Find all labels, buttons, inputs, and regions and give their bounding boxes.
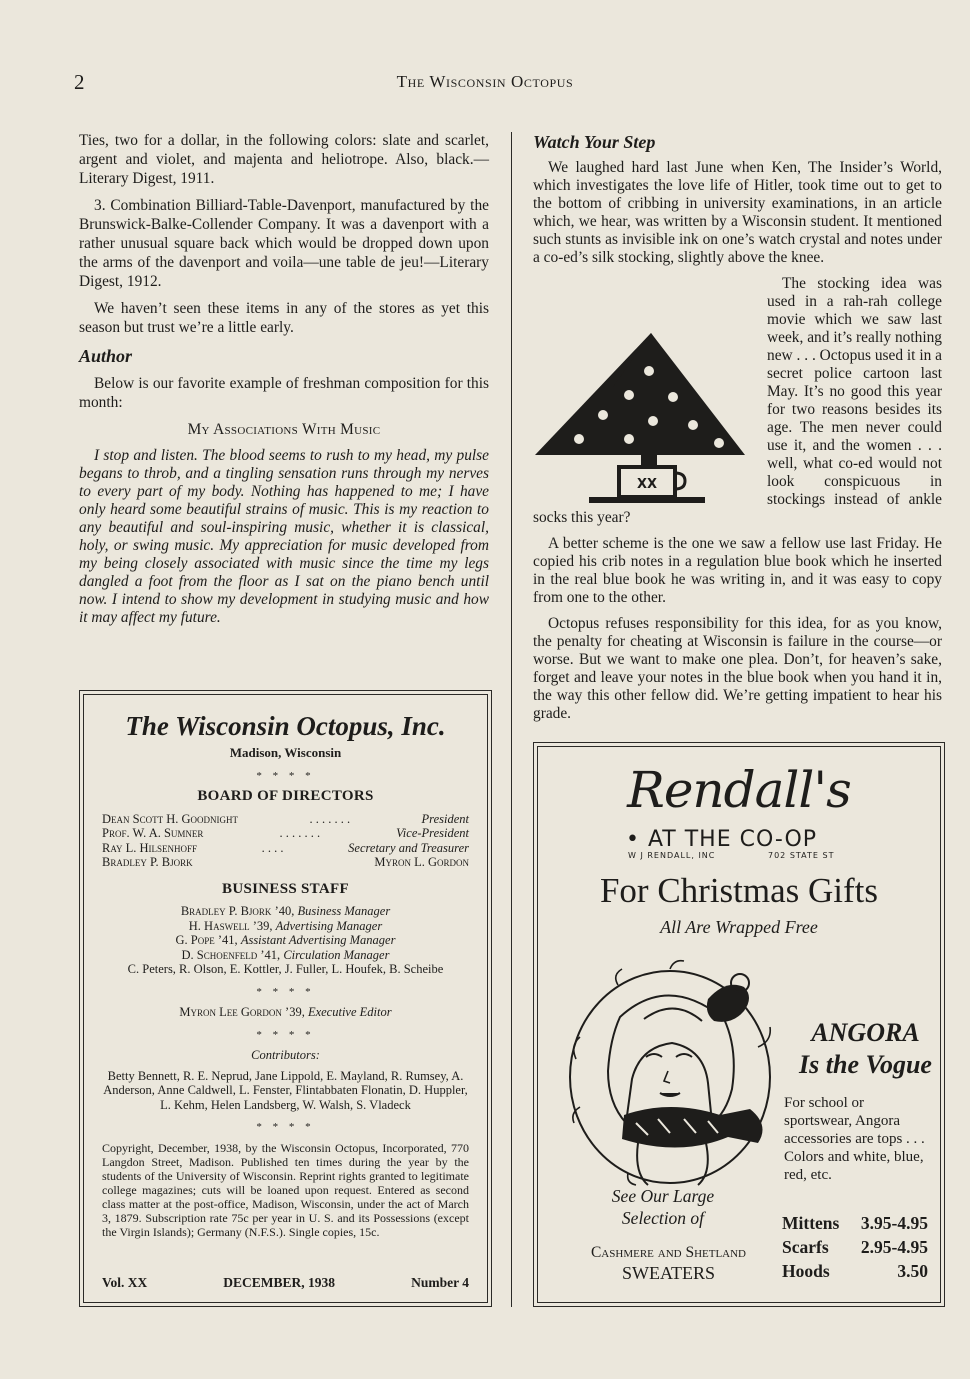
ad-cashmere-block bbox=[566, 1242, 771, 1284]
paragraph-ken: We laughed hard last June when Ken, The Insider’s World, which investigates the love life of Hitler, took time out to get to the bottom of cribbing in university examinations, in an article which, we hear, was written by a Wisconsin student. It mentioned such stunts as invisible ink on one’s watch crystal and notes under a co-ed’s silk stocking, slightly above the knee. bbox=[533, 159, 942, 266]
divider-stars: * * * * bbox=[256, 1028, 315, 1041]
ad-see-selection: See Our Large Selection of bbox=[611, 1186, 715, 1228]
contributors-list: Betty Bennett, R. E. Neprud, Jane Lippold, E. Mayland, R. Rumsey, A. Anderson, Anne Caldwell, L. Fenster, Flintabbaten Flonatin, D. Huppler, L. Kehm, Helen Landsberg, W. Walsh, S. Vladeck bbox=[103, 1068, 468, 1112]
running-head: The Wisconsin Octopus bbox=[396, 72, 574, 91]
ad-illustration bbox=[558, 947, 790, 1187]
masthead-title: The Wisconsin Octopus, Inc. bbox=[125, 711, 446, 741]
christmas-tree-icon bbox=[533, 327, 761, 505]
director-row bbox=[102, 855, 469, 870]
volume: Vol. XX bbox=[102, 1274, 148, 1290]
staff-role: Circulation Manager bbox=[283, 947, 390, 962]
divider-stars: * * * * bbox=[256, 985, 315, 998]
director-row bbox=[102, 826, 469, 841]
tree-pot-label: XX bbox=[636, 477, 658, 492]
paragraph-ties: Ties, two for a dollar, in the following colors: slate and scarlet, argent and violet, and majenta and heliotrope. Also, black.—Literary Digest, 1911. bbox=[79, 132, 489, 187]
price-item: Hoods bbox=[782, 1261, 830, 1281]
editor-name: Myron Lee Gordon bbox=[179, 1005, 282, 1019]
composition-body: I stop and listen. The blood seems to rush to my head, my pulse begans to throb, and a tingling sensation runs through my nerves to every part of my body. Nothing has happened to me; I have only heard some beautiful strains of music. This is my reaction to any beautiful and soul-inspiring music, whether it is classical, holy, or swing music. My appreciation for music developed from my being closely associated with music since the time my legs dangled a foot from the floor as I sat on the piano bench until now. I intend to show my development in studying music and how it may affect my future. bbox=[79, 447, 489, 626]
masthead-location: Madison, Wisconsin bbox=[229, 745, 342, 760]
ad-angora-title: ANGORA bbox=[811, 1018, 920, 1047]
price-value: 2.95-4.95 bbox=[860, 1237, 928, 1257]
editor-role: Executive Editor bbox=[307, 1005, 392, 1019]
price-row bbox=[782, 1261, 928, 1282]
price-item: Mittens bbox=[782, 1213, 840, 1233]
divider-stars: * * * * bbox=[256, 769, 315, 782]
editor-line bbox=[102, 1005, 469, 1020]
divider-stars: * * * * bbox=[256, 1121, 315, 1133]
composition-title: My Associations With Music bbox=[187, 421, 381, 438]
board-heading: BOARD OF DIRECTORS bbox=[197, 788, 374, 804]
ad-cashmere-line: Cashmere and Shetland bbox=[590, 1244, 747, 1261]
author-intro: Below is our favorite example of freshman composition for this month: bbox=[79, 375, 489, 411]
issue-number: Number 4 bbox=[411, 1274, 469, 1290]
page-number: 2 bbox=[74, 70, 85, 94]
staff-line bbox=[102, 948, 469, 963]
ad-vogue-title: Is the Vogue bbox=[799, 1050, 932, 1079]
director-name: Prof. W. A. Sumner bbox=[102, 826, 204, 840]
editor-year: ’39, bbox=[281, 1005, 308, 1019]
paragraph-responsibility: Octopus refuses responsibility for this idea, for as you know, the penalty for cheating at Wisconsin is failure in the course—or worse. But we want to make one plea. Don’t, for heaven’s sake, forget and leave your notes in the blue book when you hand it in, the way this other fellow did. We’re getting impatient to hear his grade. bbox=[533, 615, 942, 722]
rendalls-ad bbox=[533, 742, 945, 1307]
staff-name: G. Pope bbox=[175, 933, 215, 947]
price-row bbox=[782, 1213, 928, 1234]
ad-brand-logo: Rendall's bbox=[627, 761, 851, 819]
ad-address: 702 STATE ST bbox=[768, 851, 835, 860]
paragraph-stocking: The stocking idea was used in a rah-rah college movie which we saw last week, and it’s really nothing new . . . Octopus used it in a secret police cartoon last May. It’s no good this year for two reasons besides its age. The men never could use it, and the women . . . well, what co-ed would not look conspicuous in stockings instead of ankle socks this year? bbox=[533, 275, 942, 526]
paragraph-billiard: 3. Combination Billiard-Table-Davenport, manufactured by the Brunswick-Balke-Collender Company. It was a davenport with a rather unusual square back which would be dropped down upon the arms of the davenport and voila—une table de jeu!—Literary Digest, 1912. bbox=[79, 197, 489, 290]
staff-name: D. Schoenfeld bbox=[181, 947, 258, 962]
price-value: 3.50 bbox=[897, 1261, 928, 1281]
ad-company-name: W J RENDALL, INC bbox=[628, 851, 716, 860]
contributors-heading: Contributors: bbox=[251, 1048, 320, 1062]
staff-name: H. Haswell bbox=[188, 918, 250, 933]
issue-date: DECEMBER, 1938 bbox=[223, 1274, 336, 1290]
column-divider bbox=[511, 132, 512, 1307]
staff-list bbox=[102, 904, 469, 977]
staff-year: ’40, bbox=[271, 904, 298, 918]
ad-sweaters-line: SWEATERS bbox=[621, 1263, 715, 1283]
price-value: 3.95-4.95 bbox=[860, 1213, 928, 1233]
right-column bbox=[533, 131, 942, 731]
paragraph-stores: We haven’t seen these items in any of the stores as yet this season but trust we’re a little early. bbox=[79, 300, 489, 336]
director-dots: . . . . . . . bbox=[309, 811, 351, 826]
ad-inner bbox=[537, 746, 941, 1303]
staff-role: Advertising Manager bbox=[275, 918, 383, 933]
ad-subhead: All Are Wrapped Free bbox=[660, 917, 818, 937]
director-dots: . . . . bbox=[261, 840, 284, 855]
author-heading: Author bbox=[79, 346, 133, 366]
staff-name: Bradley P. Bjork bbox=[180, 904, 272, 918]
director-role: President bbox=[421, 811, 469, 826]
price-item: Scarfs bbox=[782, 1237, 829, 1257]
staff-line bbox=[102, 933, 469, 948]
director-role: Vice-President bbox=[396, 826, 469, 840]
business-staff-heading: BUSINESS STAFF bbox=[222, 880, 349, 897]
director-row bbox=[102, 812, 469, 827]
christmas-tree-illustration bbox=[533, 327, 761, 505]
paragraph-better-scheme: A better scheme is the one we saw a fellow use last Friday. He copied his crib notes in a regulation blue book which he inserted in the real blue book he was writing in, and it was easy to copy from one to the other. bbox=[533, 535, 942, 606]
staff-year: ’39, bbox=[249, 918, 276, 933]
woman-in-hood-icon bbox=[558, 947, 790, 1187]
ad-coop-line: • AT THE CO-OP bbox=[626, 827, 818, 852]
staff-line bbox=[102, 904, 469, 919]
director-name: Bradley P. Bjork bbox=[102, 855, 193, 869]
director-dots: . . . . . . . bbox=[279, 826, 321, 840]
ad-headline: For Christmas Gifts bbox=[599, 871, 879, 910]
ad-description: For school or sportswear, Angora accessories are tops . . . Colors and white, blue, red, etc. bbox=[784, 1095, 925, 1183]
staff-year: ’41, bbox=[214, 933, 241, 947]
director-row bbox=[102, 841, 469, 856]
directors-list bbox=[102, 812, 469, 870]
left-column bbox=[79, 131, 489, 635]
copyright-notice: Copyright, December, 1938, by the Wisconsin Octopus, Incorporated, 770 Langdon Street, Madison. Published ten times during the year by the students of the University of Wisconsin. Reprint rights granted to legitimate college magazines; cuts will be loaned upon request. Entered as second class matter at the post-office, Madison, Wisconsin, under the act of March 3, 1879. Subscription rate 75c per year in U. S. and its Possessions (except the Virgin Islands); Germany (N.F.S.). Single copies, 15c. bbox=[102, 1140, 469, 1239]
director-role: Secretary and Treasurer bbox=[348, 840, 469, 855]
staff-others: C. Peters, R. Olson, E. Kottler, J. Fuller, L. Houfek, B. Scheibe bbox=[127, 962, 444, 976]
staff-line bbox=[102, 919, 469, 934]
watch-your-step-heading: Watch Your Step bbox=[533, 132, 656, 152]
staff-year: ’41, bbox=[257, 947, 284, 962]
price-row bbox=[782, 1237, 928, 1258]
staff-role: Business Manager bbox=[297, 904, 391, 918]
director-name: Ray L. Hilsenhoff bbox=[102, 840, 198, 855]
masthead-inner bbox=[83, 694, 488, 1303]
staff-role: Assistant Advertising Manager bbox=[240, 933, 396, 947]
director-name: Myron L. Gordon bbox=[374, 855, 469, 869]
masthead-box bbox=[79, 690, 492, 1307]
ad-angora-heading bbox=[793, 1017, 938, 1081]
masthead-footer bbox=[102, 1276, 469, 1291]
director-name: Dean Scott H. Goodnight bbox=[102, 811, 239, 826]
